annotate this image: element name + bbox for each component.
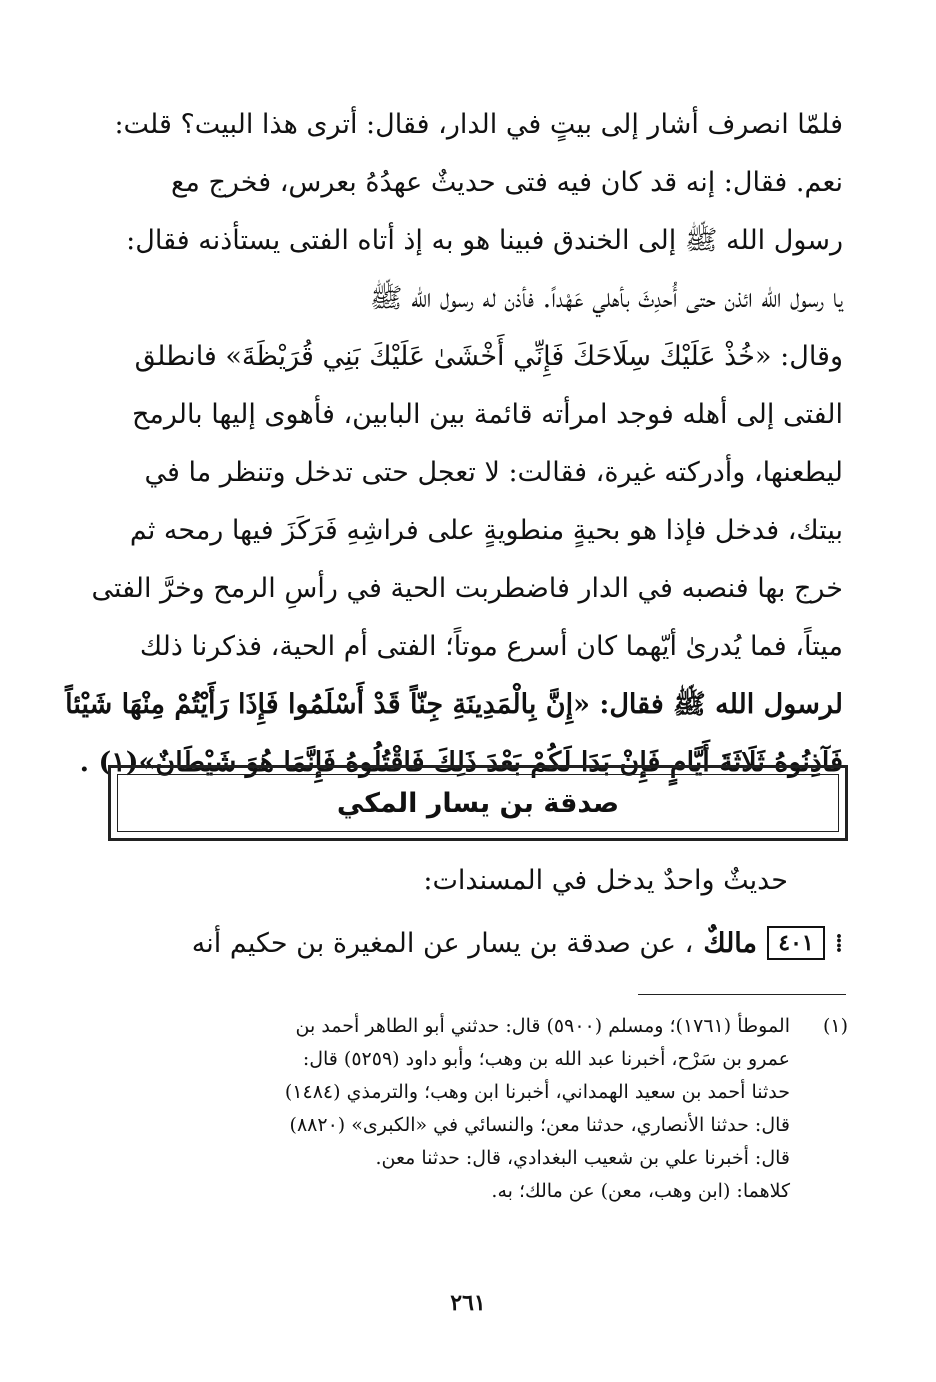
footnote-separator (638, 994, 846, 995)
text-line: وقال: «خُذْ عَلَيْكَ سِلَاحَكَ فَإِنِّي أَخْشَىٰ عَلَيْكَ بَنِي قُرَيْظَةَ» فانطلق (134, 341, 843, 372)
page-number: ٢٦١ (450, 1290, 486, 1316)
footnote-line: عمرو بن سَرْح، أخبرنا عبد الله بن وهب؛ وأبو داود (٥٢٥٩) قال: (302, 1048, 790, 1070)
main-text-block (65, 96, 843, 792)
footnote-line: كلاهما: (ابن وهب، معن) عن مالك؛ به. (491, 1180, 790, 1202)
section-intro: حديثٌ واحدٌ يدخل في المسندات: (423, 865, 788, 896)
section-intro-block (108, 850, 788, 912)
hadith-entry (108, 912, 843, 974)
hadith-number: ٤٠١ (767, 926, 825, 960)
section-heading-inner-frame (117, 774, 839, 832)
hadith-quote-line: لرسول الله ﷺ فقال: «إِنَّ بِالْمَدِينَةِ جِنّاً قَدْ أَسْلَمُوا فَإِذَا رَأَيْتُمْ مِنْهَا شَيْئاً (65, 689, 843, 720)
section-heading: صدقة بن يسار المكي (336, 787, 620, 819)
text-line: ليطعنها، وأدركته غيرة، فقالت: لا تعجل حتى تدخل وتنظر ما في (144, 457, 843, 488)
hadith-narrator: مالكٌ (703, 927, 757, 959)
footnote-line: حدثنا أحمد بن سعيد الهمداني، أخبرنا ابن وهب؛ والترمذي (١٤٨٤) (284, 1081, 790, 1103)
text-line: ميتاً، فما يُدرىٰ أيّهما كان أسرع موتاً؛ الفتى أم الحية، فذكرنا ذلك (139, 631, 843, 662)
text-line: يا رسول الله ائذن حتى أُحدِثَ بأهلي عَهْداً. فأذن له رسول الله ﷺ (369, 283, 843, 314)
section-heading-frame (108, 765, 848, 841)
hadith-number-ornament: ⁞ (835, 928, 843, 957)
hadith-text: ، عن صدقة بن يسار عن المغيرة بن حكيم أنه (191, 927, 694, 959)
footnote-line: قال: حدثنا الأنصاري، حدثنا معن؛ والنسائي في «الكبرى» (٨٨٢٠) (289, 1114, 790, 1136)
text-line: خرج بها فنصبه في الدار فاضطربت الحية في رأسِ الرمح وخرَّ الفتى (91, 573, 843, 604)
text-line: رسول الله ﷺ إلى الخندق فبينا هو به إذ أتاه الفتى يستأذنه فقال: (126, 225, 843, 256)
text-line: الفتى إلى أهله فوجد امرأته قائمة بين البابين، فأهوى إليها بالرمح (131, 399, 843, 430)
footnotes-block (108, 1010, 848, 1208)
hadith-quote-line: فَآذِنُوهُ ثَلَاثَةَ أَيَّامٍ فَإِنْ بَدَا لَكُمْ بَعْدَ ذَلِكَ فَاقْتُلُوهُ فَإِنَّمَا هُوَ شَيْطَانٌ»(١) . (79, 747, 843, 778)
footnote-line (108, 1010, 848, 1043)
text-line: نعم. فقال: إنه قد كان فيه فتى حديثٌ عهدُهُ بعرس، فخرج مع (171, 167, 843, 198)
footnote-marker: (١) (822, 1015, 848, 1037)
footnote-text: الموطأ (١٧٦١)؛ ومسلم (٥٩٠٠) قال: حدثني أبو الطاهر أحمد بن (295, 1015, 790, 1037)
text-line: بيتك، فدخل فإذا هو بحيةٍ منطويةٍ على فراشِهِ فَرَكَزَ فيها رمحه ثم (129, 515, 843, 546)
text-line: فلمّا انصرف أشار إلى بيتٍ في الدار، فقال: أترى هذا البيت؟ قلت: (114, 109, 843, 140)
footnote-line: قال: أخبرنا علي بن شعيب البغدادي، قال: حدثنا معن. (375, 1147, 790, 1169)
